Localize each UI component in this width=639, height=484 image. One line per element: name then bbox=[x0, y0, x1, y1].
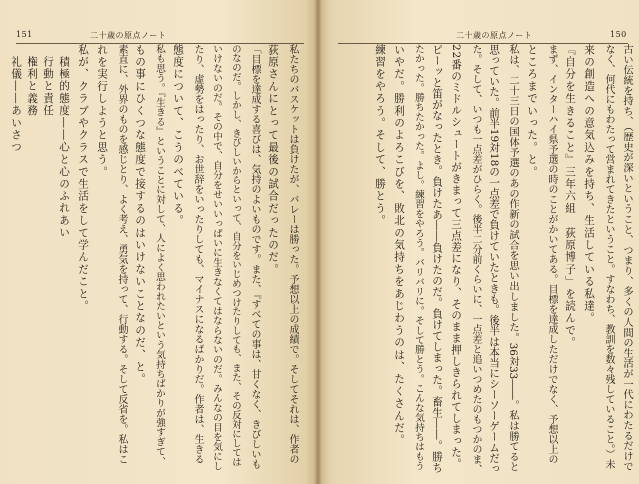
text-column: まず、インターハイ県予選の時のことがかいてある。目標を達成しただけでなく、予想以上の bbox=[546, 44, 557, 464]
page-number: 151 bbox=[16, 30, 33, 39]
text-column: れを実行しようと思う。 bbox=[96, 44, 108, 179]
book-gutter bbox=[314, 0, 322, 484]
text-column: 古い伝統を持ち、（歴史が深いということ、つまり、多くの人間の生活が一代にわたるだけで bbox=[621, 44, 633, 472]
text-column: 積極的態度――心と心のふれあい bbox=[58, 56, 70, 239]
text-column: 22番のミドルシュートがきまって三点差になり、そのまま押しきられてしまった。 bbox=[450, 44, 462, 470]
text-column: なく、何代にもわたって営まれてきたということ。すなわち、教訓を数々残していること。）未 bbox=[603, 44, 614, 469]
text-column: 私が、クラブやクラスで生活をして学んだこと。 bbox=[77, 44, 89, 313]
text-column: ところまでいった。と。 bbox=[526, 44, 538, 179]
text-column: 礼儀――あいさつ bbox=[10, 56, 22, 154]
text-column: 私たちのバスケットは負けたが、バレーは勝った。予想以上の成績で。そしてそれは、作者の bbox=[287, 44, 298, 464]
text-column: 練習をやろう。そして、勝とう。 bbox=[374, 44, 386, 227]
text-column: 素直に、外界のものを感じとり、よく考え、勇気を持って、行動する。そして反省を。私はこ bbox=[116, 44, 127, 464]
text-column: 態度について、こうのべている。 bbox=[172, 44, 184, 227]
running-head: 二十歳の原点ノート bbox=[90, 31, 167, 40]
text-column: たかった。勝ちたかった。よし。練習をやろう。バリバリに。そして勝とう。こんな気持ちはもう bbox=[413, 44, 424, 471]
text-column: いけないのだ。その中で、自分をせいいっぱいに生きなくてはならないのだ。みんなの目を気にし bbox=[211, 44, 222, 471]
text-column: ピーッと笛がなったとき。負けたあ――負けたのだ。負けてしまった。畜生――。勝ち bbox=[431, 44, 443, 473]
left-page bbox=[0, 0, 318, 484]
text-column: のなのだ。しかし、きびしいからといって、自分をいじめつけたりしても、また、その反対にしては bbox=[230, 44, 241, 467]
text-column: た。そして、いつも一点差がひらく。後半二分前くらいに、一点差と追いつめたのもつかのま、 bbox=[470, 44, 481, 474]
page-number: 150 bbox=[610, 30, 627, 39]
text-column: 来の創造への意気込みを持ち、生活している私達。 bbox=[583, 44, 595, 325]
text-column: 『自分を生きること』三年六組 荻原博子」を読んで。 bbox=[564, 44, 576, 349]
text-column: 思っていた。前半19対18の一点差で負けていたときも。後半は本当にシーソーゲームだっ bbox=[488, 44, 500, 474]
text-column: もの事にひくつな態度で接するのはいけないことなのだ、と。 bbox=[134, 44, 146, 386]
text-column: 私は、二十三日の国体予選のあの作新の試合を思い出しました。36対33――。私は勝てると bbox=[507, 44, 519, 472]
text-column: 荻原さんにとって最後の試合だったのだ。 bbox=[267, 44, 279, 276]
text-column: たり、虚勢をはったり、お世辞をいったりしても、マイナスになるばかりだ。作者は、生きる bbox=[192, 44, 203, 464]
text-column: 「目標を達成する喜びは、気持のよいものです。また、『すべての事は、甘くなく、きびしいも bbox=[249, 44, 260, 469]
text-column: 私も思う。『生きる』ということに対して、人によく思われたいという気持ちばかりが強すぎて、 bbox=[154, 44, 165, 466]
text-column: 権利と義務 bbox=[26, 56, 38, 117]
text-column: 行動と責任 bbox=[42, 56, 54, 117]
right-page bbox=[318, 0, 639, 484]
running-head: 二十歳の原点ノート bbox=[456, 31, 533, 40]
text-column: いやだ。勝利のよろこびを、敗北の気持ちをあじわうのは、たくさんだ。 bbox=[393, 44, 405, 447]
